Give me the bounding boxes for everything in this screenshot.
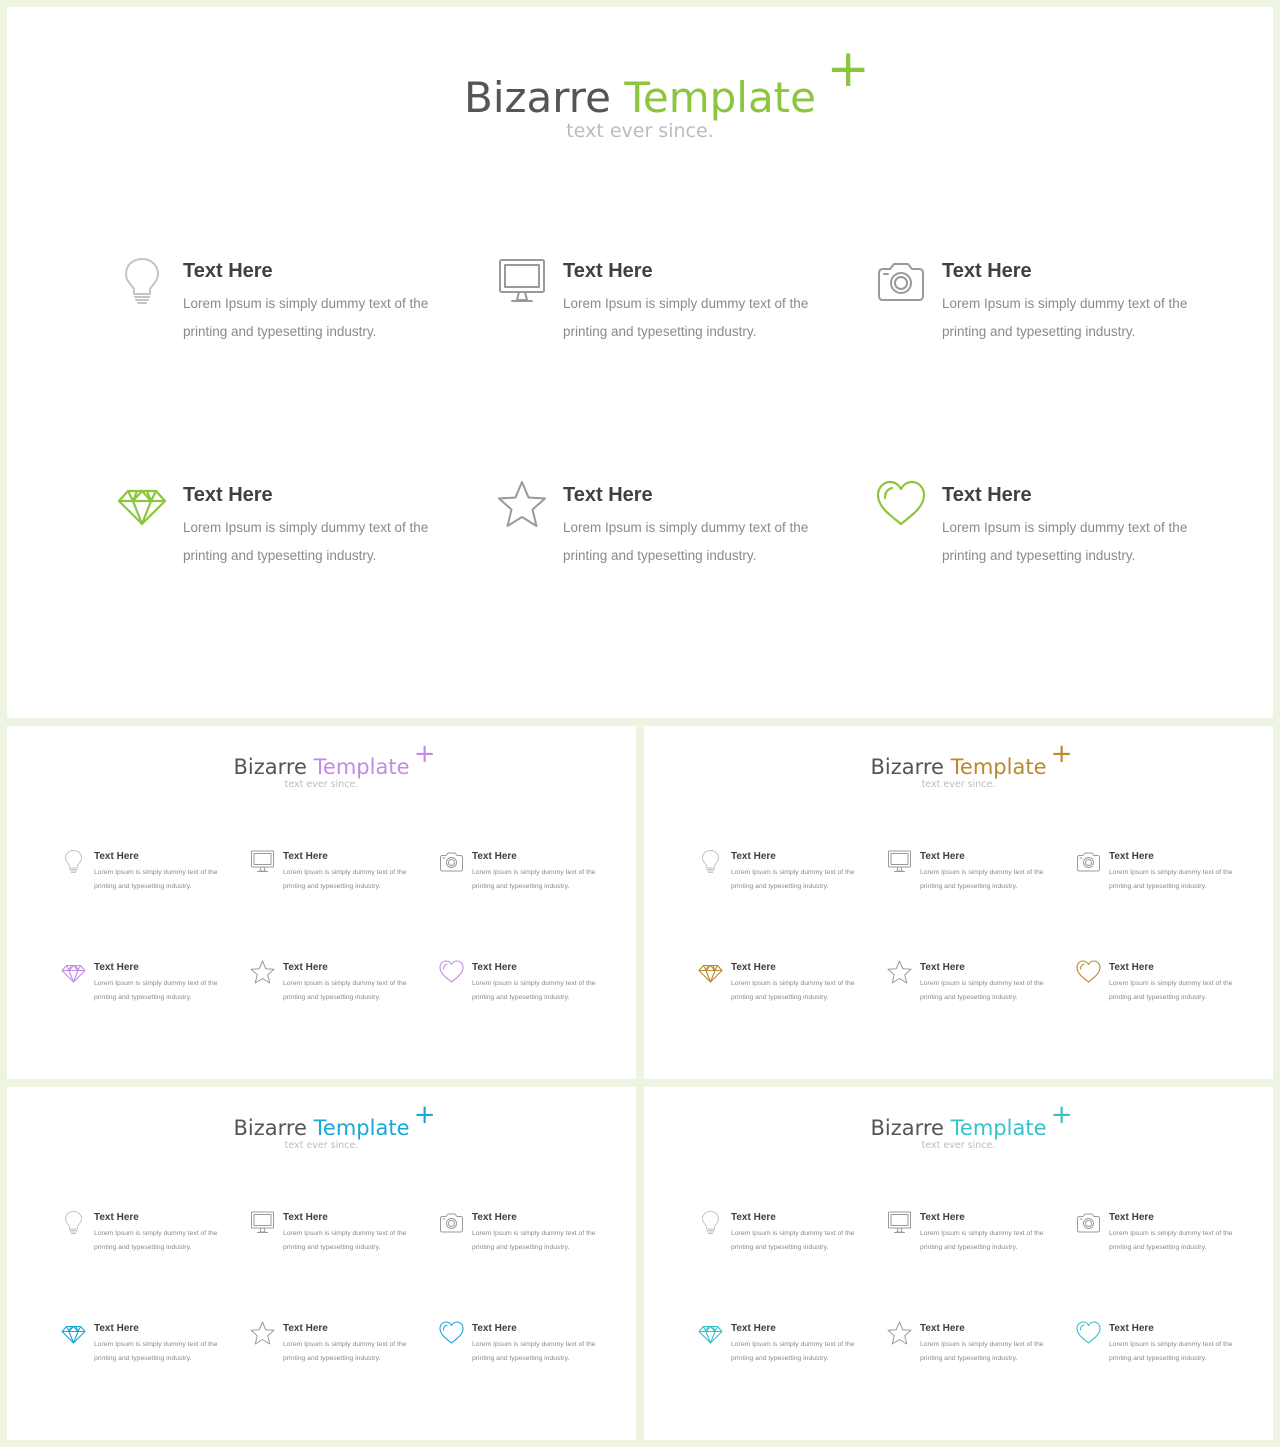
feature-item: [60, 1209, 230, 1269]
feature-item: [1075, 1209, 1245, 1269]
feature-item: [60, 959, 230, 1019]
feature-text: Lorem Ipsum is simply dummy text of the printing and typesetting industry.: [1109, 869, 1233, 890]
feature-item: [60, 1320, 230, 1380]
feature-heading: Text Here: [472, 1212, 517, 1223]
feature-item: [697, 959, 867, 1019]
diamond-icon: [115, 478, 169, 532]
lightbulb-icon: [60, 1209, 87, 1236]
feature-heading: Text Here: [1109, 962, 1154, 973]
heart-icon: [1075, 1320, 1102, 1347]
feature-item: [495, 478, 825, 598]
plus-icon: +: [1050, 739, 1073, 769]
feature-text: Lorem Ipsum is simply dummy text of the printing and typesetting industry.: [183, 520, 429, 563]
feature-heading: Text Here: [731, 1323, 776, 1334]
feature-heading: Text Here: [472, 962, 517, 973]
feature-text: Lorem Ipsum is simply dummy text of the printing and typesetting industry.: [94, 1341, 218, 1362]
plus-icon: +: [413, 1100, 436, 1130]
slide-header: [7, 39, 1273, 142]
monitor-icon: [495, 254, 549, 308]
slide-blue: [7, 1087, 636, 1440]
feature-heading: Text Here: [283, 1212, 328, 1223]
heart-icon: [874, 478, 928, 532]
slide-title: [870, 739, 1073, 779]
feature-text: Lorem Ipsum is simply dummy text of the printing and typesetting industry.: [183, 296, 429, 339]
slide-subtitle: text ever since.: [284, 779, 359, 790]
feature-text: Lorem Ipsum is simply dummy text of the printing and typesetting industry.: [920, 869, 1044, 890]
diamond-icon: [697, 1320, 724, 1347]
feature-heading: Text Here: [1109, 851, 1154, 862]
feature-text: Lorem Ipsum is simply dummy text of the printing and typesetting industry.: [1109, 1341, 1233, 1362]
feature-heading: Text Here: [472, 1323, 517, 1334]
feature-heading: Text Here: [283, 962, 328, 973]
feature-text: Lorem Ipsum is simply dummy text of the printing and typesetting industry.: [283, 1341, 407, 1362]
feature-text: Lorem Ipsum is simply dummy text of the printing and typesetting industry.: [731, 1341, 855, 1362]
title-accent: Template: [313, 755, 410, 779]
title-main: Bizarre: [233, 755, 307, 779]
slide-title: [233, 739, 436, 779]
camera-icon: [1075, 1209, 1102, 1236]
lightbulb-icon: [697, 1209, 724, 1236]
slide-purple: [7, 726, 636, 1079]
monitor-icon: [886, 1209, 913, 1236]
feature-item: [249, 1320, 419, 1380]
slide-main: [7, 7, 1273, 718]
feature-text: Lorem Ipsum is simply dummy text of the printing and typesetting industry.: [731, 980, 855, 1001]
feature-item: [438, 959, 608, 1019]
feature-item: [1075, 1320, 1245, 1380]
slide-header: [644, 1100, 1273, 1151]
feature-heading: Text Here: [563, 260, 653, 282]
feature-text: Lorem Ipsum is simply dummy text of the printing and typesetting industry.: [283, 980, 407, 1001]
feature-heading: Text Here: [1109, 1323, 1154, 1334]
feature-heading: Text Here: [731, 851, 776, 862]
slide-header: [7, 1100, 636, 1151]
feature-item: [115, 254, 445, 374]
heart-icon: [1075, 959, 1102, 986]
feature-item: [438, 848, 608, 908]
feature-text: Lorem Ipsum is simply dummy text of the printing and typesetting industry.: [920, 980, 1044, 1001]
feature-heading: Text Here: [94, 851, 139, 862]
camera-icon: [438, 848, 465, 875]
feature-text: Lorem Ipsum is simply dummy text of the printing and typesetting industry.: [731, 869, 855, 890]
title-main: Bizarre: [233, 1116, 307, 1140]
feature-heading: Text Here: [563, 484, 653, 506]
camera-icon: [1075, 848, 1102, 875]
feature-text: Lorem Ipsum is simply dummy text of the printing and typesetting industry.: [1109, 980, 1233, 1001]
feature-heading: Text Here: [183, 484, 273, 506]
diamond-icon: [60, 1320, 87, 1347]
feature-heading: Text Here: [920, 851, 965, 862]
slide-subtitle: text ever since.: [921, 1140, 996, 1151]
title-accent: Template: [313, 1116, 410, 1140]
feature-heading: Text Here: [183, 260, 273, 282]
diamond-icon: [60, 959, 87, 986]
feature-item: [886, 848, 1056, 908]
star-icon: [249, 959, 276, 986]
star-icon: [495, 478, 549, 532]
star-icon: [886, 959, 913, 986]
title-accent: Template: [950, 1116, 1047, 1140]
camera-icon: [438, 1209, 465, 1236]
feature-text: Lorem Ipsum is simply dummy text of the printing and typesetting industry.: [563, 296, 809, 339]
title-main: Bizarre: [464, 73, 611, 122]
plus-icon: +: [413, 739, 436, 769]
feature-text: Lorem Ipsum is simply dummy text of the printing and typesetting industry.: [94, 869, 218, 890]
feature-item: [886, 1209, 1056, 1269]
slide-title: [870, 1100, 1073, 1140]
feature-heading: Text Here: [472, 851, 517, 862]
feature-heading: Text Here: [920, 1212, 965, 1223]
feature-heading: Text Here: [920, 1323, 965, 1334]
feature-text: Lorem Ipsum is simply dummy text of the printing and typesetting industry.: [942, 520, 1188, 563]
feature-item: [495, 254, 825, 374]
slide-header: [644, 739, 1273, 790]
lightbulb-icon: [697, 848, 724, 875]
feature-item: [249, 959, 419, 1019]
title-main: Bizarre: [870, 755, 944, 779]
diamond-icon: [697, 959, 724, 986]
feature-text: Lorem Ipsum is simply dummy text of the printing and typesetting industry.: [920, 1341, 1044, 1362]
lightbulb-icon: [60, 848, 87, 875]
feature-item: [1075, 848, 1245, 908]
feature-heading: Text Here: [942, 484, 1032, 506]
camera-icon: [874, 254, 928, 308]
slide-gold: [644, 726, 1273, 1079]
feature-heading: Text Here: [1109, 1212, 1154, 1223]
feature-item: [697, 1209, 867, 1269]
feature-text: Lorem Ipsum is simply dummy text of the printing and typesetting industry.: [472, 1230, 596, 1251]
heart-icon: [438, 959, 465, 986]
feature-text: Lorem Ipsum is simply dummy text of the printing and typesetting industry.: [472, 980, 596, 1001]
slide-subtitle: text ever since.: [921, 779, 996, 790]
plus-icon: +: [1050, 1100, 1073, 1130]
feature-text: Lorem Ipsum is simply dummy text of the printing and typesetting industry.: [472, 1341, 596, 1362]
feature-heading: Text Here: [731, 962, 776, 973]
feature-text: Lorem Ipsum is simply dummy text of the printing and typesetting industry.: [563, 520, 809, 563]
monitor-icon: [886, 848, 913, 875]
feature-item: [438, 1209, 608, 1269]
feature-item: [115, 478, 445, 598]
slide-header: [7, 739, 636, 790]
title-accent: Template: [950, 755, 1047, 779]
feature-item: [249, 1209, 419, 1269]
feature-item: [60, 848, 230, 908]
feature-text: Lorem Ipsum is simply dummy text of the printing and typesetting industry.: [283, 869, 407, 890]
feature-text: Lorem Ipsum is simply dummy text of the printing and typesetting industry.: [920, 1230, 1044, 1251]
feature-text: Lorem Ipsum is simply dummy text of the printing and typesetting industry.: [283, 1230, 407, 1251]
slide-title: [464, 39, 870, 122]
feature-item: [874, 254, 1204, 374]
feature-item: [697, 1320, 867, 1380]
feature-heading: Text Here: [94, 1323, 139, 1334]
feature-item: [886, 1320, 1056, 1380]
lightbulb-icon: [115, 254, 169, 308]
feature-item: [249, 848, 419, 908]
feature-heading: Text Here: [94, 962, 139, 973]
feature-text: Lorem Ipsum is simply dummy text of the printing and typesetting industry.: [942, 296, 1188, 339]
feature-text: Lorem Ipsum is simply dummy text of the printing and typesetting industry.: [94, 1230, 218, 1251]
feature-text: Lorem Ipsum is simply dummy text of the printing and typesetting industry.: [472, 869, 596, 890]
feature-heading: Text Here: [942, 260, 1032, 282]
feature-heading: Text Here: [920, 962, 965, 973]
feature-heading: Text Here: [731, 1212, 776, 1223]
slide-teal: [644, 1087, 1273, 1440]
feature-item: [1075, 959, 1245, 1019]
plus-icon: +: [826, 39, 870, 99]
feature-item: [874, 478, 1204, 598]
feature-heading: Text Here: [283, 1323, 328, 1334]
title-main: Bizarre: [870, 1116, 944, 1140]
slide-title: [233, 1100, 436, 1140]
feature-text: Lorem Ipsum is simply dummy text of the printing and typesetting industry.: [731, 1230, 855, 1251]
feature-heading: Text Here: [283, 851, 328, 862]
star-icon: [249, 1320, 276, 1347]
monitor-icon: [249, 1209, 276, 1236]
monitor-icon: [249, 848, 276, 875]
slide-subtitle: text ever since.: [566, 120, 714, 142]
title-accent: Template: [624, 73, 816, 122]
feature-text: Lorem Ipsum is simply dummy text of the printing and typesetting industry.: [1109, 1230, 1233, 1251]
feature-text: Lorem Ipsum is simply dummy text of the printing and typesetting industry.: [94, 980, 218, 1001]
heart-icon: [438, 1320, 465, 1347]
feature-heading: Text Here: [94, 1212, 139, 1223]
star-icon: [886, 1320, 913, 1347]
feature-item: [438, 1320, 608, 1380]
feature-item: [886, 959, 1056, 1019]
feature-item: [697, 848, 867, 908]
slide-subtitle: text ever since.: [284, 1140, 359, 1151]
